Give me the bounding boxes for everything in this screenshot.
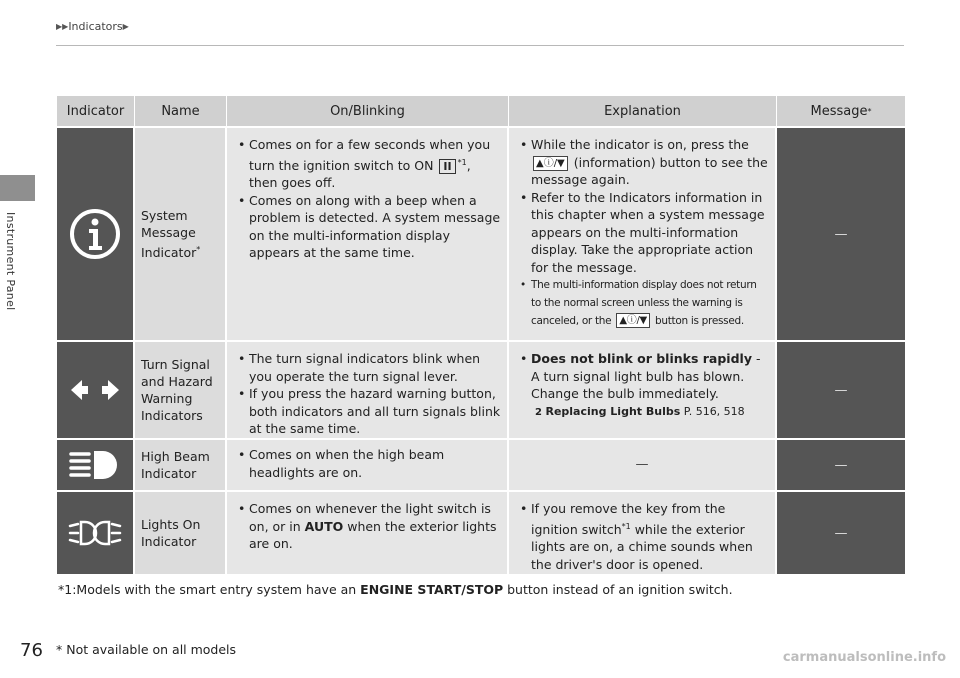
list-item: • If you press the hazard warning button, both indicators and all turn signals blink at the same time. (241, 385, 501, 438)
chapter-tab (0, 175, 35, 201)
table-row (57, 492, 905, 574)
explanation-cell (509, 342, 777, 438)
header-on-blinking: On/Blinking (227, 96, 509, 126)
availability-note: * Not available on all models (56, 642, 237, 657)
info-button-icon: ▲ⓘ/▼ (616, 313, 650, 328)
information-i-icon (57, 128, 135, 340)
indicator-name: System Message Indicator* (135, 128, 227, 340)
message-cell: — (777, 492, 905, 574)
on-blinking-cell (227, 492, 509, 574)
table-row (57, 440, 905, 490)
breadcrumb-section: Indicators (68, 20, 123, 33)
indicator-name: Lights On Indicator (135, 492, 227, 574)
table-header (57, 96, 905, 126)
list-item: • Comes on whenever the light switch is on, or in AUTO when the exterior lights are on. (241, 500, 501, 553)
table-row (57, 128, 905, 340)
message-cell: — (777, 440, 905, 490)
header-indicator: Indicator (57, 96, 135, 126)
list-item: • Refer to the Indicators information in this chapter when a system message appears on the multi-information display. Take the appropriate action for the message. (523, 189, 769, 277)
cross-reference-link[interactable]: 2 Replacing Light Bulbs P. 516, 518 (535, 404, 745, 418)
header-name: Name (135, 96, 227, 126)
footnote: *1:Models with the smart entry system have an ENGINE START/STOP button instead of an ignition switch. (58, 582, 733, 597)
header-explanation: Explanation (509, 96, 777, 126)
list-item: • The turn signal indicators blink when you operate the turn signal lever. (241, 350, 501, 385)
indicators-table (57, 96, 905, 574)
high-beam-icon (57, 440, 135, 490)
page-number: 76 (20, 640, 43, 661)
on-blinking-cell (227, 440, 509, 490)
list-item: • Comes on when the high beam headlights are on. (241, 446, 501, 481)
list-item: • If you remove the key from the ignition switch$^{*1}$ while the exterior lights are on, a chime sounds when the driver's door is opened. (523, 500, 769, 573)
info-button-icon: ▲ⓘ/▼ (533, 156, 568, 171)
explanation-cell (509, 128, 777, 340)
list-item: • Comes on for a few seconds when you turn the ignition switch to ON II $^{*1}$, then goes off. (241, 136, 501, 192)
reference-arrow-icon: 2 (535, 406, 542, 418)
explanation-cell (509, 492, 777, 574)
chapter-label: Instrument Panel (4, 212, 17, 311)
watermark: carmanualsonline.info (782, 650, 946, 665)
header-message: Message * (810, 103, 872, 119)
header-divider (56, 45, 904, 46)
list-item: • Comes on along with a beep when a problem is detected. A system message on the multi-information display appears at the same time. (241, 192, 501, 262)
list-item: • While the indicator is on, press the ▲ⓘ/▼ (information) button to see the message again. (523, 136, 769, 189)
on-blinking-cell (227, 342, 509, 438)
list-item: • The multi-information display does not return to the normal screen unless the warning is canceled, or the ▲ⓘ/▼ button is pressed. (523, 276, 769, 330)
breadcrumb[interactable] (56, 20, 129, 33)
indicator-name: High Beam Indicator (135, 440, 227, 490)
table-row (57, 342, 905, 438)
message-cell: — (777, 342, 905, 438)
message-cell: — (777, 128, 905, 340)
list-item: • Does not blink or blinks rapidly - A turn signal light bulb has blown. Change the bulb immediately. (523, 350, 769, 403)
indicator-name: Turn Signal and Hazard Warning Indicators (135, 342, 227, 438)
on-blinking-cell (227, 128, 509, 340)
ignition-on-ii-icon: II (439, 159, 455, 174)
explanation-cell: — (509, 440, 777, 490)
turn-signal-arrows-icon (57, 342, 135, 438)
lights-on-icon (57, 492, 135, 574)
breadcrumb-arrow-icon: ▶ (122, 22, 129, 31)
breadcrumb-arrow-icon: ▶▶ (56, 22, 69, 31)
